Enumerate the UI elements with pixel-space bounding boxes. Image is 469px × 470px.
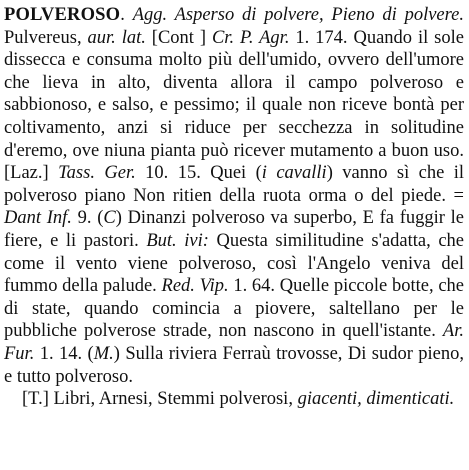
dictionary-page [4,4,464,411]
text-run: 1. 64. Quelle piccole botte, che di state, quando comincia a piovere, saltellano per le pubbliche polverose strade, non nascono in quell'istante. [4,276,464,342]
italic-text-run: C [103,208,116,229]
italic-text-run: M. [93,343,114,364]
italic-text-run: Tass. Ger. [58,163,136,184]
entry-main-paragraph [4,4,464,388]
italic-text-run: Agg. Asperso di polvere, Pieno di polvere. [132,5,464,25]
italic-text-run: But. ivi: [146,230,209,251]
italic-text-run: Ar. Fur. [4,321,464,364]
text-run: Questa similitudine s'adatta, che come il vento viene polveroso, così l'Angelo veniva del fummo della palude. [4,230,464,297]
italic-text-run: Cr. P. Agr. [211,27,290,48]
text-run: . [120,5,133,25]
text-run: ) Dinanzi polveroso va superbo, E fa fuggir le fiere, e li pastori. [4,208,464,251]
text-run: 1. 14. ( [34,343,94,364]
entry-body [4,5,464,387]
italic-text-run: i cavalli [261,163,327,184]
text-run: 1. 174. Quando il sole dissecca e consuma molto più dell'umido, ovvero dell'umore che lieva in alto, diventa allora il campo polveroso e sabbionoso, e salso, e pessimo; il quale non riceve bontà per coltivamento, anzi si riduce per secchezza in solitudine d'eremo, ove niuna pianta può ricever mutamento a buon uso. [Laz.] [4,27,464,184]
headword: POLVEROSO [4,5,121,25]
text-run: Pulvereus, [4,27,88,48]
italic-text-run: Red. Vip. [161,276,229,297]
italic-text-run: aur. lat. [87,27,146,48]
text-run: ) Sulla riviera Ferraù trovosse, Di sudor pieno, e tutto polveroso. [4,343,464,387]
italic-text-run: Dant Inf. [4,208,72,229]
entry-tommaseo-addition [4,388,464,411]
text-run: [T.] Libri, Arnesi, Stemmi polverosi, [22,389,298,410]
italic-text-run: giacenti, dimenticati. [297,389,455,410]
entry-addition-body [22,389,454,409]
text-run: [Cont ] [145,27,212,48]
text-run: 10. 15. Quei ( [135,163,262,184]
text-run: ) vanno sì che il polveroso piano Non ritien della ruota orma o del piede. = [4,163,465,206]
text-run: 9. ( [71,208,104,229]
